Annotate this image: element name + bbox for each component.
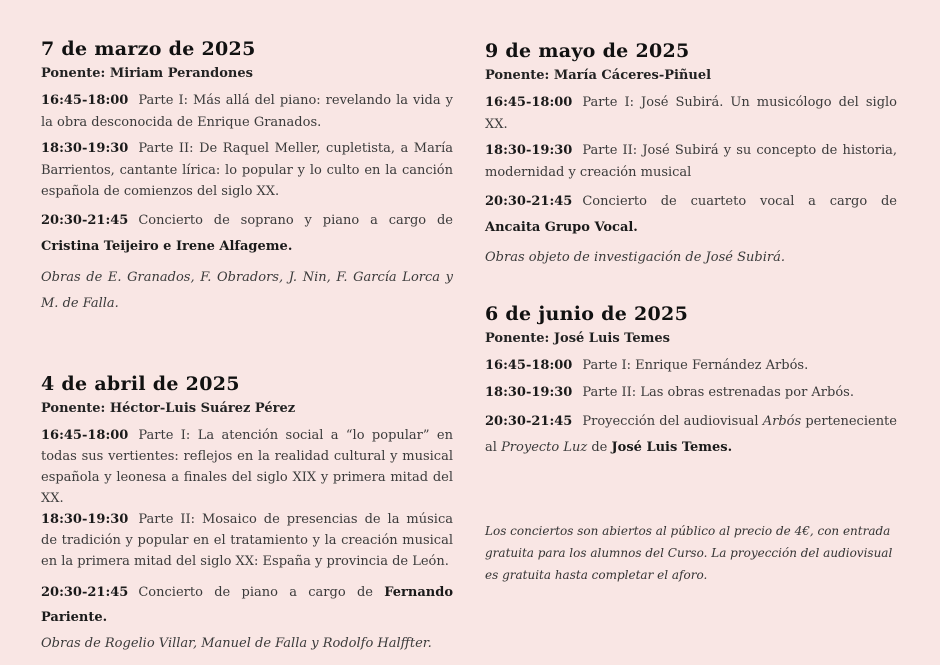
time-slot: 20:30-21:45 (485, 194, 573, 209)
performer: Cristina Teijeiro e Irene Alfageme. (41, 238, 293, 254)
schedule-item (485, 409, 897, 461)
item-text: Parte II: Las obras estrenadas por Arbós. (582, 384, 854, 400)
item-text: Parte I: José Subirá. Un musicólogo del siglo XX. (485, 95, 897, 132)
film-title: Arbós (762, 414, 802, 429)
performer: Ancaita Grupo Vocal. (485, 220, 638, 235)
session-march (41, 38, 453, 322)
item-text: Concierto de soprano y piano a cargo de (138, 212, 453, 228)
time-slot: 16:45-18:00 (41, 93, 129, 108)
session-date: 7 de marzo de 2025 (41, 38, 256, 60)
speaker: Ponente: Miriam Perandones (41, 66, 253, 81)
schedule-item (41, 138, 453, 203)
item-text: Parte I: La atención social a “lo popular” en todas sus vertientes: reflejos en la realidad cultural y musical española y leonesa a finales del siglo XIX y primera mitad del XX. (41, 428, 453, 506)
item-text: Proyección del audiovisual (582, 414, 759, 429)
time-slot: 20:30-21:45 (41, 212, 129, 228)
item-text: Parte I: Enrique Fernández Arbós. (582, 358, 809, 373)
project-name: Proyecto Luz (501, 440, 588, 455)
time-slot: 18:30-19:30 (485, 384, 573, 400)
session-date: 4 de abril de 2025 (41, 373, 240, 395)
item-text: Concierto de cuarteto vocal a cargo de (582, 194, 897, 209)
schedule-item (485, 382, 897, 404)
speaker: Ponente: José Luis Temes (485, 331, 670, 346)
author: José Luis Temes. (611, 440, 733, 455)
session-april (41, 373, 453, 661)
schedule-item (41, 208, 453, 260)
session-may (485, 40, 897, 275)
performer: Fernando Pariente. (41, 585, 453, 625)
time-slot: 16:45-18:00 (41, 428, 129, 443)
time-slot: 20:30-21:45 (485, 414, 573, 429)
time-slot: 20:30-21:45 (41, 585, 129, 600)
schedule-item (41, 509, 453, 572)
schedule-item (485, 140, 897, 183)
schedule-item (485, 92, 897, 135)
item-text: Parte II: José Subirá y su concepto de historia, modernidad y creación musical (485, 143, 897, 180)
footer-note (485, 520, 897, 586)
time-slot: 18:30-19:30 (41, 141, 129, 156)
schedule-item (41, 425, 453, 509)
session-date: 6 de junio de 2025 (485, 303, 689, 325)
item-text: de (591, 440, 608, 455)
item-text: Parte II: Mosaico de presencias de la música de tradición y popular en el tratamiento y la creación musical en la primera mitad del siglo XX: España y provincia de León. (41, 512, 453, 569)
pricing-note: Los conciertos son abiertos al público al precio de 4€, con entrada gratuita para los alumnos del Curso. La proyección del audiovisual es gratuita hasta completar el aforo. (485, 524, 893, 582)
schedule-item (41, 580, 453, 630)
item-text: perteneciente al (485, 414, 897, 455)
speaker: Ponente: Héctor-Luis Suárez Pérez (41, 401, 296, 416)
item-text: Parte II: De Raquel Meller, cupletista, a María Barrientos, cantante lírica: lo popular y lo culto en la canción española de comienzos del siglo XX. (41, 141, 453, 199)
time-slot: 18:30-19:30 (41, 512, 129, 527)
works-note: Obras de Rogelio Villar, Manuel de Falla y Rodolfo Halffter. (41, 636, 432, 651)
session-date: 9 de mayo de 2025 (485, 40, 690, 62)
time-slot: 16:45-18:00 (485, 358, 573, 373)
session-june (485, 303, 897, 466)
works-note: Obras de E. Granados, F. Obradors, J. Nin, F. García Lorca y M. de Falla. (41, 269, 453, 311)
time-slot: 18:30-19:30 (485, 143, 573, 158)
schedule-item (485, 189, 897, 241)
schedule-item (41, 90, 453, 133)
speaker: Ponente: María Cáceres-Piñuel (485, 68, 712, 83)
works-note: Obras objeto de investigación de José Subirá. (485, 250, 785, 265)
schedule-item (485, 355, 897, 377)
item-text: Concierto de piano a cargo de (138, 585, 373, 600)
time-slot: 16:45-18:00 (485, 95, 573, 110)
item-text: Parte I: Más allá del piano: revelando la vida y la obra desconocida de Enrique Granados. (41, 93, 453, 130)
